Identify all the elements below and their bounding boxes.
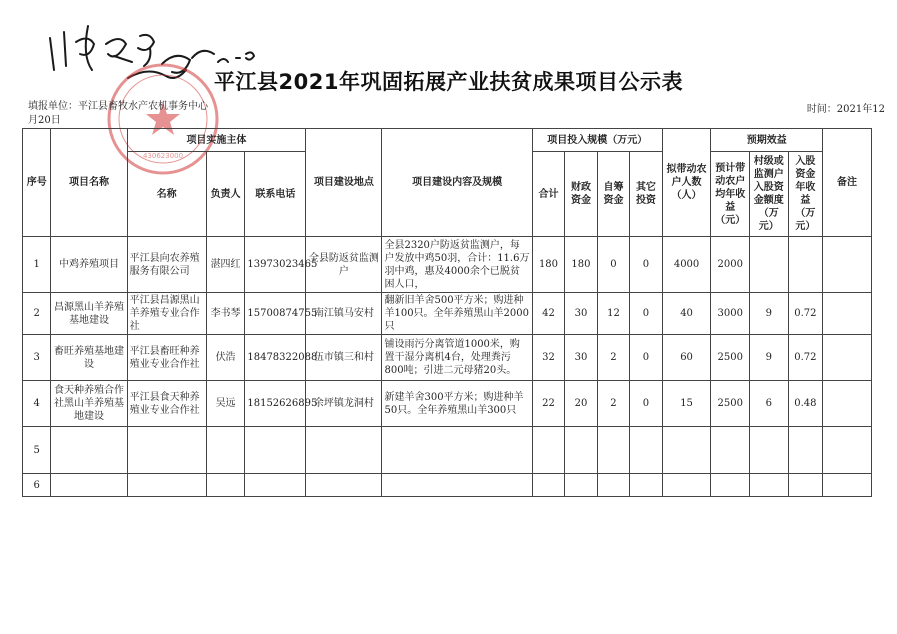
cell-households — [662, 474, 711, 497]
cell-name: 畜旺养殖基地建设 — [51, 335, 127, 381]
cell-total — [532, 474, 564, 497]
cell-share-income — [788, 237, 823, 293]
cell-dividend: 9 — [750, 293, 789, 335]
cell-content — [382, 427, 532, 474]
cell-location — [306, 427, 382, 474]
cell-other: 0 — [630, 237, 662, 293]
header-dividend: 村级或监测户入股资金额度（万元） — [750, 152, 789, 237]
cell-self: 2 — [597, 335, 629, 381]
cell-seq: 4 — [23, 381, 51, 427]
header-phone: 联系电话 — [245, 152, 306, 237]
cell-fiscal: 20 — [565, 381, 597, 427]
header-manager: 负责人 — [206, 152, 245, 237]
cell-content: 铺设雨污分离管道1000米，购置干湿分离机4台，处理粪污800吨；引进二元母猪20头。 — [382, 335, 532, 381]
cell-households: 15 — [662, 381, 711, 427]
cell-remark — [823, 237, 872, 293]
cell-self: 2 — [597, 381, 629, 427]
cell-phone: 15700874755 — [245, 293, 306, 335]
cell-income — [711, 474, 750, 497]
cell-share-income: 0.72 — [788, 335, 823, 381]
cell-dividend: 6 — [750, 381, 789, 427]
cell-name — [51, 474, 127, 497]
cell-seq: 5 — [23, 427, 51, 474]
page-title: 平江县2021年巩固拓展产业扶贫成果项目公示表 — [214, 70, 683, 94]
cell-location: 全县防返贫监测户 — [306, 237, 382, 293]
cell-fiscal: 30 — [565, 335, 597, 381]
cell-manager: 湛四红 — [206, 237, 245, 293]
cell-remark — [823, 381, 872, 427]
cell-location: 伍市镇三和村 — [306, 335, 382, 381]
cell-other: 0 — [630, 381, 662, 427]
cell-fiscal: 30 — [565, 293, 597, 335]
cell-total: 42 — [532, 293, 564, 335]
cell-share-income — [788, 474, 823, 497]
cell-income — [711, 427, 750, 474]
header-name: 项目名称 — [51, 129, 127, 237]
table-row — [23, 474, 872, 497]
header-benefit: 预期效益 — [711, 129, 823, 152]
cell-manager: 吴远 — [206, 381, 245, 427]
header-remark: 备注 — [823, 129, 872, 237]
cell-content: 全县2320户防返贫监测户，每户发放中鸡50羽，合计：11.6万羽中鸡，惠及4000余个已脱贫困人口， — [382, 237, 532, 293]
report-unit — [28, 100, 308, 128]
cell-other: 0 — [630, 335, 662, 381]
header-income: 预计带动农户均年收益（元） — [711, 152, 750, 237]
cell-manager: 伏浩 — [206, 335, 245, 381]
cell-seq: 2 — [23, 293, 51, 335]
cell-income: 2500 — [711, 335, 750, 381]
time-label: 时间：2021年12 — [806, 104, 885, 115]
cell-location: 南江镇马安村 — [306, 293, 382, 335]
cell-income: 3000 — [711, 293, 750, 335]
cell-manager — [206, 474, 245, 497]
cell-total: 180 — [532, 237, 564, 293]
cell-phone — [245, 427, 306, 474]
header-self: 自筹资金 — [597, 152, 629, 237]
cell-fiscal: 180 — [565, 237, 597, 293]
header-content: 项目建设内容及规模 — [382, 129, 532, 237]
cell-entity — [127, 427, 206, 474]
cell-self — [597, 427, 629, 474]
table-row — [23, 427, 872, 474]
table-row — [23, 381, 872, 427]
cell-self — [597, 474, 629, 497]
cell-dividend — [750, 474, 789, 497]
cell-remark — [823, 335, 872, 381]
cell-entity: 平江县昌源黑山羊养殖专业合作社 — [127, 293, 206, 335]
header-location: 项目建设地点 — [306, 129, 382, 237]
cell-share-income: 0.72 — [788, 293, 823, 335]
cell-dividend: 9 — [750, 335, 789, 381]
time-continued: 月20日 — [28, 115, 61, 126]
cell-share-income: 0.48 — [788, 381, 823, 427]
cell-entity: 平江县食天种养殖业专业合作社 — [127, 381, 206, 427]
cell-self: 0 — [597, 237, 629, 293]
header-other: 其它投资 — [630, 152, 662, 237]
cell-remark — [823, 293, 872, 335]
cell-dividend — [750, 427, 789, 474]
header-fiscal: 财政资金 — [565, 152, 597, 237]
cell-other — [630, 474, 662, 497]
cell-seq: 6 — [23, 474, 51, 497]
cell-name — [51, 427, 127, 474]
cell-total — [532, 427, 564, 474]
cell-total: 32 — [532, 335, 564, 381]
cell-remark — [823, 427, 872, 474]
cell-entity — [127, 474, 206, 497]
cell-households: 4000 — [662, 237, 711, 293]
cell-manager — [206, 427, 245, 474]
report-unit-label: 填报单位：平江县畜牧水产农机事务中心 — [28, 101, 208, 112]
header-investment: 项目投入规模（万元） — [532, 129, 662, 152]
cell-households: 40 — [662, 293, 711, 335]
cell-fiscal — [565, 427, 597, 474]
cell-households — [662, 427, 711, 474]
table-row — [23, 237, 872, 293]
cell-self: 12 — [597, 293, 629, 335]
cell-content: 新建羊舍300平方米；购进种羊50只。全年养殖黑山羊300只 — [382, 381, 532, 427]
cell-income: 2500 — [711, 381, 750, 427]
cell-other — [630, 427, 662, 474]
table-row — [23, 293, 872, 335]
cell-seq: 1 — [23, 237, 51, 293]
cell-seq: 3 — [23, 335, 51, 381]
cell-remark — [823, 474, 872, 497]
cell-total: 22 — [532, 381, 564, 427]
cell-phone: 13973023465 — [245, 237, 306, 293]
cell-households: 60 — [662, 335, 711, 381]
cell-name: 食天种养殖合作社黑山羊养殖基地建设 — [51, 381, 127, 427]
cell-other: 0 — [630, 293, 662, 335]
table-row — [23, 335, 872, 381]
header-share-income: 入股资金年收益（万元） — [788, 152, 823, 237]
cell-phone — [245, 474, 306, 497]
cell-phone: 18152626895 — [245, 381, 306, 427]
header-entity: 项目实施主体 — [127, 129, 306, 152]
project-table — [22, 128, 872, 497]
cell-entity: 平江县畜旺种养殖业专业合作社 — [127, 335, 206, 381]
cell-income: 2000 — [711, 237, 750, 293]
cell-location: 余坪镇龙洞村 — [306, 381, 382, 427]
svg-text:430623000: 430623000 — [142, 152, 184, 160]
header-seq: 序号 — [23, 129, 51, 237]
cell-content — [382, 474, 532, 497]
header-entity-name: 名称 — [127, 152, 206, 237]
cell-phone: 18478322088 — [245, 335, 306, 381]
cell-dividend — [750, 237, 789, 293]
cell-content: 翻新旧羊舍500平方米；购进种羊100只。全年养殖黑山羊2000只 — [382, 293, 532, 335]
cell-name: 昌源黑山羊养殖基地建设 — [51, 293, 127, 335]
header-total: 合计 — [532, 152, 564, 237]
cell-location — [306, 474, 382, 497]
cell-share-income — [788, 427, 823, 474]
cell-manager: 李书琴 — [206, 293, 245, 335]
cell-entity: 平江县向农养殖服务有限公司 — [127, 237, 206, 293]
header-households: 拟带动农户人数（人） — [662, 129, 711, 237]
cell-fiscal — [565, 474, 597, 497]
cell-name: 中鸡养殖项目 — [51, 237, 127, 293]
